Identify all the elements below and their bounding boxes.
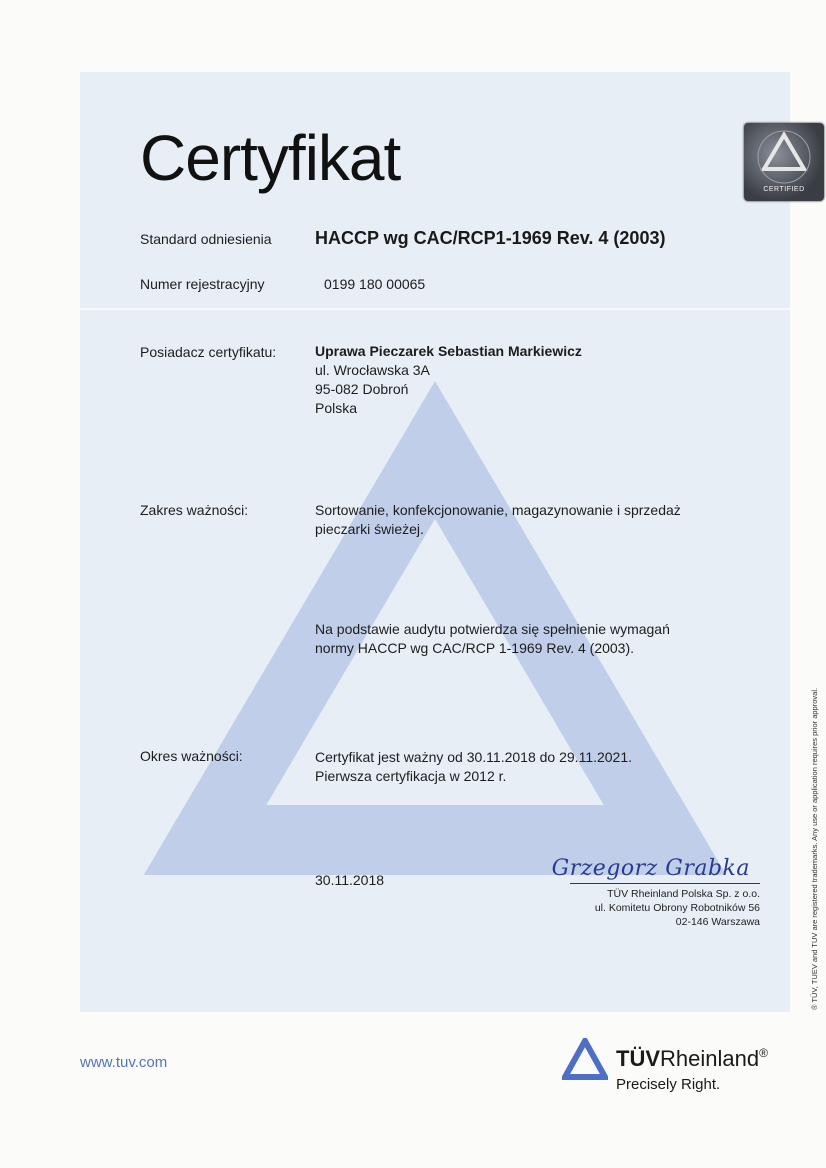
holder-country: Polska xyxy=(315,400,358,416)
holder-name: Uprawa Pieczarek Sebastian Markiewicz xyxy=(315,343,582,359)
header-divider xyxy=(80,308,790,310)
audit-statement xyxy=(315,620,670,658)
issuer-street: ul. Komitetu Obrony Robotników 56 xyxy=(594,902,760,914)
brand-tagline: Precisely Right. xyxy=(616,1076,721,1093)
seal-label: CERTIFIED xyxy=(763,186,805,193)
validity-label: Okres ważności: xyxy=(140,748,243,764)
holder-street: ul. Wrocławska 3A xyxy=(315,362,430,378)
scope-line-2: pieczarki świeżej. xyxy=(315,521,424,537)
certified-hologram-seal xyxy=(744,123,824,201)
validity-line-2: Pierwsza certyfikacja w 2012 r. xyxy=(315,768,507,784)
signature-block xyxy=(540,856,760,929)
registration-value: 0199 180 00065 xyxy=(324,276,426,292)
registration-label: Numer rejestracyjny xyxy=(140,276,265,292)
tuv-brand-logo xyxy=(562,1036,802,1098)
scope-label: Zakres ważności: xyxy=(140,502,249,518)
issue-date: 30.11.2018 xyxy=(315,872,385,888)
brand-name xyxy=(616,1046,768,1072)
brand-name-bold: TÜV xyxy=(616,1046,660,1071)
trademark-side-note: ® TÜV, TUEV and TUV are registered trademarks. Any use or application requires prior approval. xyxy=(810,687,819,1010)
holder-city: 95-082 Dobroń xyxy=(315,381,409,397)
holder-block xyxy=(315,342,582,418)
standard-value: HACCP wg CAC/RCP1-1969 Rev. 4 (2003) xyxy=(315,228,666,248)
scope-line-1: Sortowanie, konfekcjonowanie, magazynowanie i sprzedaż xyxy=(315,502,681,518)
signature-line xyxy=(570,883,760,884)
holder-label: Posiadacz certyfikatu: xyxy=(140,344,277,360)
brand-reg-mark: ® xyxy=(759,1046,768,1060)
scope-text xyxy=(315,501,681,539)
footer-url: www.tuv.com xyxy=(80,1054,168,1071)
signature: Grzegorz Grabka xyxy=(551,856,750,881)
tuv-triangle-icon xyxy=(562,1038,608,1080)
brand-name-regular: Rheinland xyxy=(660,1046,760,1071)
standard-label: Standard odniesienia xyxy=(140,231,272,247)
audit-line-2: normy HACCP wg CAC/RCP 1-1969 Rev. 4 (2003). xyxy=(315,640,635,656)
issuer-city: 02-146 Warszawa xyxy=(675,916,760,928)
validity-text xyxy=(315,748,632,786)
issuer-name: TÜV Rheinland Polska Sp. z o.o. xyxy=(607,888,760,900)
validity-line-1: Certyfikat jest ważny od 30.11.2018 do 29.11.2021. xyxy=(315,749,633,765)
page-title: Certyfikat xyxy=(140,122,401,194)
audit-line-1: Na podstawie audytu potwierdza się spełnienie wymagań xyxy=(315,621,670,637)
